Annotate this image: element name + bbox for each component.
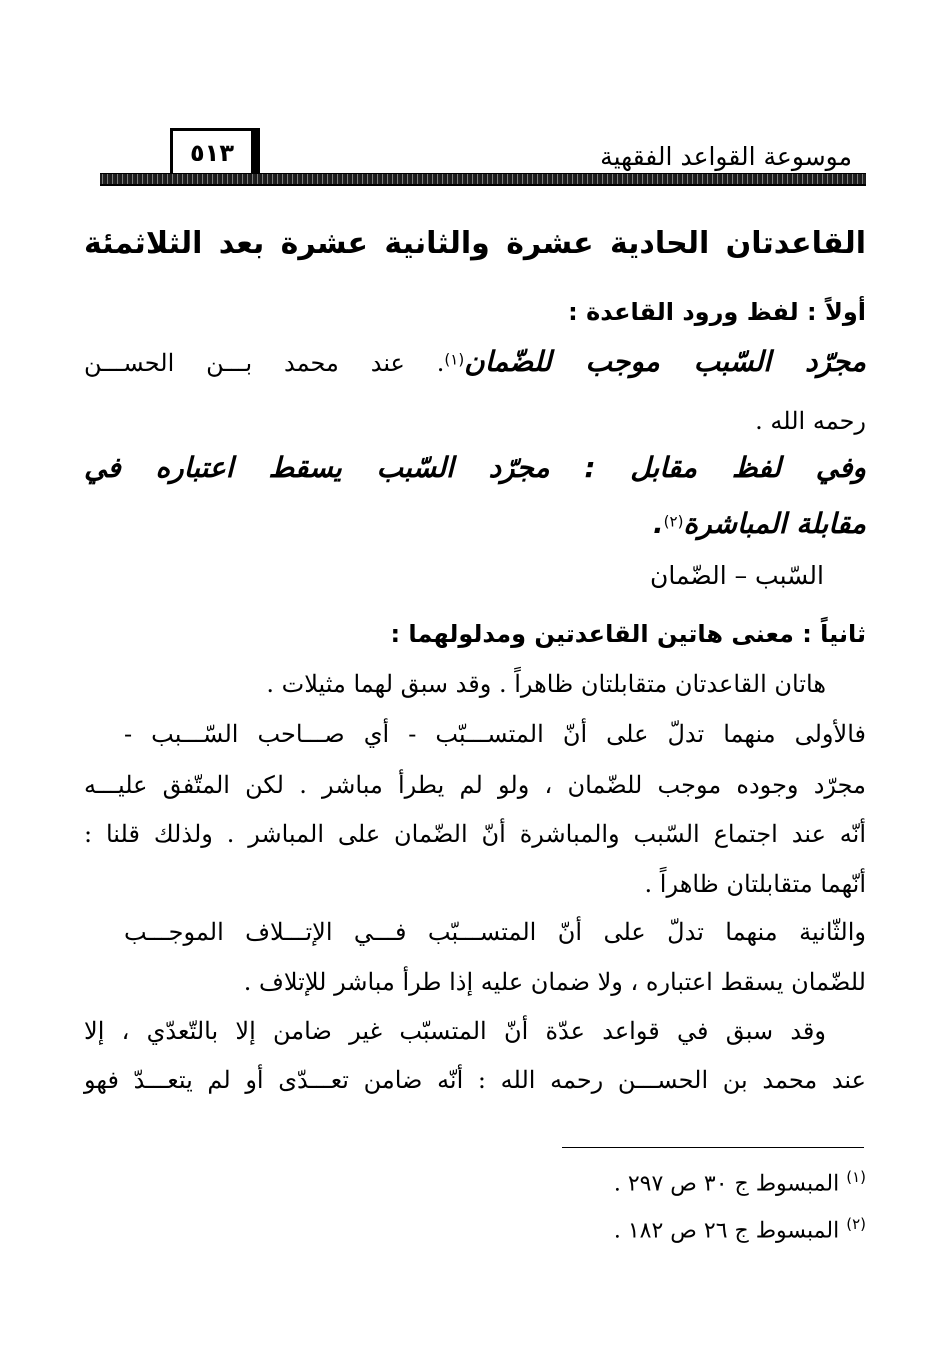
footnote-1-mark: (١) — [846, 1168, 866, 1186]
rule-title: القاعدتان الحادية عشرة والثانية عشرة بعد الثلاثمئة — [84, 226, 866, 261]
rule2-line1: وفي لفظ مقابل : مجرّد السّبب يسقط اعتباره في — [84, 451, 866, 484]
footnote-2 — [266, 1215, 866, 1243]
paragraph-2-line-4: أنّهما متقابلتان ظاهراً . — [644, 870, 866, 898]
footnote-ref-1: (١) — [444, 350, 465, 369]
page-number: ٥١٣ — [170, 128, 260, 181]
section-heading-meaning: ثانياً : معنى هاتين القاعدتين ومدلولهما : — [390, 620, 866, 648]
footnote-1 — [266, 1168, 866, 1196]
paragraph-1: هاتان القاعدتان متقابلتان ظاهراً . وقد سبق لهما مثيلات . — [266, 670, 826, 698]
header-rule — [100, 173, 866, 186]
rule1-bold: مجرّد السّبب موجب للضّمان — [464, 345, 866, 378]
rule2-bold: مقابلة المباشرة — [683, 507, 866, 540]
footnote-rule — [562, 1147, 864, 1148]
rule2-line2 — [84, 507, 866, 540]
rule1-line — [84, 345, 866, 378]
paragraph-2-line-2: مجرّد وجوده موجب للضّمان ، ولو لم يطرأ مباشر . لكن المتّفق عليـــه — [84, 771, 866, 799]
keywords: السّبب – الضّمان — [649, 561, 824, 590]
paragraph-3-line-2: للضّمان يسقط اعتباره ، ولا ضمان عليه إذا طرأ مباشر للإتلاف . — [243, 968, 866, 996]
footnote-1-text: المبسوط ج ٣٠ ص ٢٩٧ . — [613, 1171, 840, 1197]
footnote-2-mark: (٢) — [846, 1215, 866, 1233]
rule2-end: . — [653, 507, 664, 540]
paragraph-4-line-2: عند محمد بن الحســـن رحمه الله : أنّه ضامن تعـــدّى أو لم يتعـــدّ فهو — [84, 1066, 866, 1094]
paragraph-2-line-3: أنّه عند اجتماع السّبب والمباشرة أنّ الضّمان على المباشر . ولذلك قلنا : — [84, 820, 866, 848]
paragraph-3-line-1: والثّانية منهما تدلّ على أنّ المتســـبّب فـــي الإتـــلاف الموجـــب — [124, 918, 866, 946]
rule1-continuation: رحمه الله . — [755, 407, 866, 435]
rule1-rest: . عند محمد بـــن الحســـن — [84, 349, 445, 377]
section-heading-wording: أولاً : لفظ ورود القاعدة : — [568, 298, 866, 326]
running-title: موسوعة القواعد الفقهية — [600, 142, 852, 171]
footnote-ref-2: (٢) — [663, 512, 684, 531]
paragraph-4-line-1: وقد سبق في قواعد عدّة أنّ المتسبّب غير ضامن إلا بالتّعدّي ، إلا — [84, 1017, 826, 1045]
footnote-2-text: المبسوط ج ٢٦ ص ١٨٢ . — [613, 1218, 840, 1244]
paragraph-2-line-1: فالأولى منهما تدلّ على أنّ المتســـبّب - أي صـــاحب السّـــبب - — [124, 720, 866, 748]
